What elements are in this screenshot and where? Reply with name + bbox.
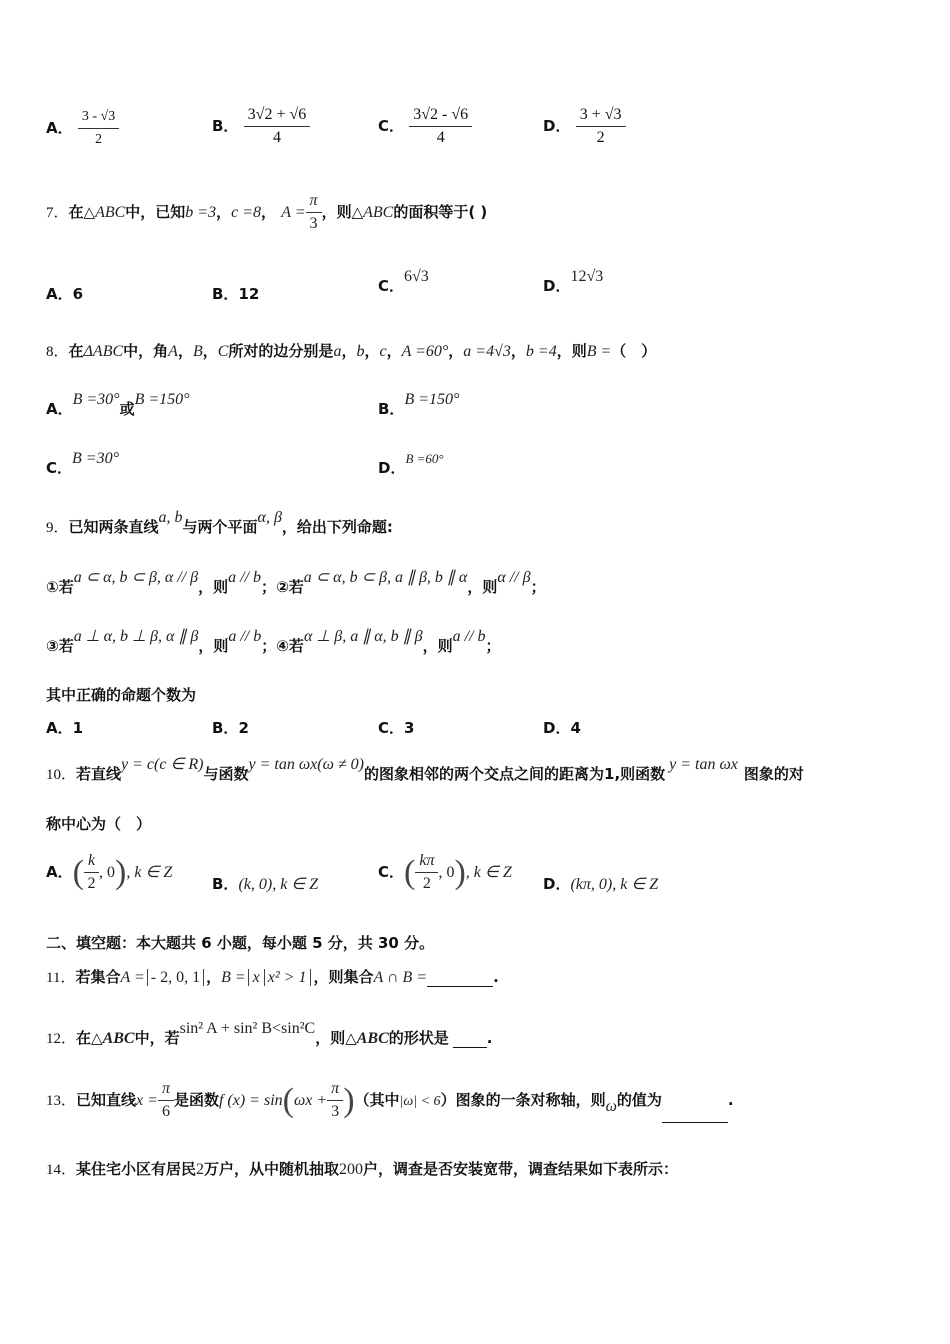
q8-side-b: b	[356, 343, 365, 360]
section-2-title: 二、填空题：本大题共 6 小题，每小题 5 分，共 30 分。	[46, 934, 435, 952]
q10-option-b-value: (k, 0), k ∈ Z	[238, 876, 319, 893]
q7-option-b[interactable]	[212, 283, 259, 304]
q8-option-a-label: A．	[46, 400, 73, 418]
q9-prop-2-mark: ②若	[276, 578, 304, 596]
q10-option-d-value: (kπ, 0), k ∈ Z	[570, 876, 659, 893]
q9-option-d-value: 4	[570, 719, 581, 737]
q9-prop-2-result: α // β	[497, 569, 531, 586]
q8-angle-c: C	[217, 343, 229, 360]
q12-text-2: 中，若	[134, 1029, 180, 1047]
q9-text-2: 与两个平面	[182, 518, 258, 536]
q9-text-3: ，给出下列命题:	[281, 518, 393, 536]
q7-text-2: 中，已知	[125, 203, 186, 221]
q7-text-3: ，则△	[321, 203, 364, 221]
q9-prop-1-mark: ①若	[46, 578, 74, 596]
q8-comma-3: ，	[341, 342, 357, 360]
q8-comma-4: ，	[364, 342, 380, 360]
q10-func-eq: y = tan ωx(ω ≠ 0)	[248, 756, 364, 773]
q9-prop-1-condition: a ⊂ α, b ⊂ β, α // β	[73, 569, 199, 586]
q10-text-2: 与函数	[203, 765, 249, 783]
q7-triangle-2: ABC	[363, 204, 394, 221]
q11-text-2: ，则集合	[313, 968, 374, 986]
q11-comma: ，	[206, 968, 222, 986]
q10-text-3: 的图象相邻的两个交点之间的距离为1,则函数	[364, 765, 666, 783]
q7-comma-2: ，	[261, 203, 277, 221]
q11-number: 11．	[46, 970, 76, 986]
q7-number: 7．	[46, 205, 69, 221]
q13-answer-blank[interactable]	[662, 1122, 728, 1123]
q11-set-b-label: B =	[221, 969, 246, 986]
q6-option-d[interactable]	[543, 104, 626, 149]
q13-left-paren: (	[282, 1081, 294, 1119]
q13-text-2: 是函数	[173, 1091, 219, 1109]
q14-stem	[46, 1158, 678, 1179]
q9-option-b[interactable]	[212, 717, 249, 738]
q10-option-c-denominator: 2	[422, 875, 431, 892]
q6-option-a-label: A．	[46, 119, 73, 137]
q8-triangle: ΔABC	[83, 343, 124, 360]
q8-option-a-value-1: B =30°	[72, 391, 120, 408]
q9-prop-1-result: a // b	[228, 569, 262, 586]
q7-option-b-label: B．	[212, 285, 239, 303]
q7-option-c[interactable]	[378, 268, 429, 296]
q8-side-b-value: b =4	[525, 343, 557, 360]
q10-option-c-label: C．	[378, 863, 405, 881]
q8-side-a: a	[333, 343, 342, 360]
q10-option-d[interactable]	[543, 873, 658, 894]
q7-stem	[46, 190, 487, 235]
q9-prop-1-then: ，则	[198, 578, 229, 596]
q10-line-eq: y = c(c ∈ R)	[121, 756, 204, 773]
q13-x-eq: x =	[136, 1092, 158, 1109]
q8-a-value: A =60°	[401, 343, 449, 360]
q9-prop-4-sep: ；	[485, 637, 501, 655]
q8-comma-2: ，	[202, 342, 218, 360]
q13-inner: ωx +	[293, 1092, 328, 1109]
q11-text-1: 若集合	[75, 968, 121, 986]
q7-text-4: 的面积等于( )	[393, 203, 488, 221]
q8-option-c-value: B =30°	[72, 450, 119, 467]
q11-stem	[46, 966, 499, 987]
q8-angle-b: B	[192, 343, 203, 360]
q6-option-b[interactable]	[212, 104, 310, 149]
q10-option-b-label: B．	[212, 875, 239, 893]
q9-prop-1-sep: ；	[261, 578, 277, 596]
q9-prop-4-then: ，则	[422, 637, 453, 655]
q10-option-a-set: , k ∈ Z	[126, 864, 173, 881]
q13-right-paren: )	[343, 1081, 355, 1119]
q10-option-d-label: D．	[543, 875, 571, 893]
q11-set-a: - 2, 0, 1	[147, 969, 204, 986]
q13-x-denominator: 6	[161, 1103, 170, 1120]
q9-ask: 其中正确的命题个数为	[46, 686, 197, 704]
q8-option-b-label: B．	[378, 400, 405, 418]
q8-text-3: 所对的边分别是	[228, 342, 334, 360]
q11-set-a-label: A =	[120, 969, 145, 986]
q10-option-a-label: A．	[46, 863, 73, 881]
q8-side-a-value: a =4√3	[463, 343, 511, 360]
q9-prop-3-result: a // b	[228, 628, 262, 645]
q13-x-numerator: π	[158, 1078, 174, 1101]
q11-set-b	[248, 969, 312, 986]
q8-stem	[46, 340, 656, 361]
q8-number: 8．	[46, 344, 69, 360]
q9-prop-3-condition: a ⊥ α, b ⊥ β, α ∥ β	[73, 628, 199, 645]
q8-comma-6: ，	[448, 342, 464, 360]
q13-inner-numerator: π	[327, 1078, 343, 1101]
q9-lines: a, b	[158, 509, 183, 526]
q10-number: 10．	[46, 767, 77, 783]
q6-option-c[interactable]	[378, 104, 472, 149]
q10-option-a-tail: , 0	[99, 864, 116, 881]
q8-option-b[interactable]	[378, 391, 460, 419]
q9-option-b-label: B．	[212, 719, 239, 737]
q8-option-d-label: D．	[378, 459, 406, 477]
q12-condition: sin² A + sin² B<sin²C	[179, 1020, 316, 1037]
q12-triangle-2: ABC	[356, 1030, 389, 1047]
q10-stem	[46, 756, 804, 784]
q8-text-4: ，则	[556, 342, 587, 360]
q9-planes: α, β	[257, 509, 282, 526]
q7-angle-denominator: 3	[309, 215, 318, 232]
q10-text-1: 若直线	[76, 765, 122, 783]
q7-option-b-value: 12	[238, 285, 260, 303]
q7-c-value: c =8	[231, 204, 262, 221]
q9-option-a-label: A．	[46, 719, 73, 737]
q14-number: 14．	[46, 1162, 77, 1178]
q6-option-a[interactable]	[46, 106, 119, 151]
q13-text-3: （其中	[354, 1091, 400, 1109]
q10-func-eq-2: y = tan ωx	[669, 756, 738, 773]
q11-end: .	[493, 968, 499, 986]
q10-option-c-fraction	[415, 850, 438, 895]
q7-angle-a: A =	[281, 204, 306, 221]
q9-props-1-2	[46, 569, 546, 597]
q14-households-total: 2	[196, 1161, 205, 1178]
q6-option-d-denominator: 2	[596, 129, 605, 146]
q12-text-1: 在△	[76, 1029, 103, 1047]
q7-option-d-value: 12√3	[570, 268, 604, 285]
q6-option-a-fraction	[78, 106, 119, 151]
q10-option-a-fraction	[84, 850, 99, 895]
q12-text-3: ，则△	[315, 1029, 357, 1047]
q13-inner-fraction	[327, 1078, 343, 1123]
q9-prop-3-sep: ；	[261, 637, 277, 655]
q10-option-a-numerator: k	[84, 850, 99, 873]
q9-number: 9．	[46, 520, 69, 536]
q9-option-a[interactable]	[46, 717, 83, 738]
q9-prop-4-mark: ④若	[276, 637, 304, 655]
q8-text-1: 在	[68, 342, 84, 360]
q7-comma-1: ，	[216, 203, 232, 221]
q14-text-2: 万户，从中随机抽取	[204, 1160, 340, 1178]
q13-function: f (x) = sin	[218, 1092, 283, 1109]
q12-end: .	[486, 1029, 493, 1047]
q13-end: .	[727, 1091, 734, 1109]
q9-option-c[interactable]	[378, 717, 414, 738]
q13-text-5: 的值为	[616, 1091, 662, 1109]
q8-option-c[interactable]	[46, 450, 119, 478]
q9-option-b-value: 2	[238, 719, 249, 737]
q8-option-b-value: B =150°	[404, 391, 460, 408]
q9-option-c-label: C．	[378, 719, 405, 737]
q7-b-value: b =3	[185, 204, 217, 221]
q8-b-ask: B =	[586, 343, 612, 360]
q10-option-b[interactable]	[212, 873, 318, 894]
q8-comma-7: ，	[510, 342, 526, 360]
q6-option-c-label: C．	[378, 117, 405, 135]
q13-text-1: 已知直线	[76, 1091, 137, 1109]
q7-option-d-label: D．	[543, 277, 571, 295]
q9-prop-3-then: ，则	[198, 637, 229, 655]
q6-option-b-denominator: 4	[272, 129, 281, 146]
q8-text-5: （ ）	[611, 342, 657, 360]
q8-option-d[interactable]	[378, 451, 444, 478]
q6-option-c-numerator: 3√2 - √6	[409, 104, 472, 127]
q10-option-c-numerator: kπ	[415, 850, 438, 873]
q10-option-a-denominator: 2	[87, 875, 96, 892]
q9-prop-4-condition: α ⊥ β, a ∥ α, b ∥ β	[303, 628, 423, 645]
q12-text-4: 的形状是	[388, 1029, 449, 1047]
q10-option-a-left-paren: (	[72, 853, 84, 891]
q7-option-c-value: 6√3	[404, 268, 429, 285]
q8-side-c: c	[379, 343, 387, 360]
q10-option-c-left-paren: (	[404, 853, 416, 891]
q13-text-4: ）图象的一条对称轴，则	[440, 1091, 606, 1109]
q10-option-c-right-paren: )	[454, 853, 466, 891]
q7-option-c-label: C．	[378, 277, 405, 295]
q9-option-d[interactable]	[543, 717, 581, 738]
q8-option-a[interactable]	[46, 391, 190, 419]
q6-option-c-fraction	[409, 104, 472, 149]
q7-option-a-value: 6	[72, 285, 84, 303]
q11-set-b-var: x	[252, 969, 260, 986]
q6-option-a-denominator: 2	[95, 132, 103, 147]
q13-stem	[46, 1078, 734, 1123]
q14-sample-size: 200	[339, 1161, 364, 1178]
q9-text-1: 已知两条直线	[68, 518, 159, 536]
q7-option-a-label: A．	[46, 285, 73, 303]
q8-angle-a: A	[168, 343, 178, 360]
q9-prop-3-mark: ③若	[46, 637, 74, 655]
q9-props-3-4	[46, 628, 501, 656]
q6-option-b-label: B．	[212, 117, 239, 135]
q9-prop-2-then: ，则	[467, 578, 498, 596]
q11-intersection: A ∩ B =	[373, 969, 428, 986]
q6-option-d-label: D．	[543, 117, 571, 135]
q9-stem	[46, 509, 393, 537]
q6-option-c-denominator: 4	[436, 129, 445, 146]
q8-option-c-label: C．	[46, 459, 73, 477]
q6-option-d-fraction	[576, 104, 626, 149]
q13-omega: ω	[605, 1098, 617, 1115]
q7-angle-numerator: π	[306, 190, 322, 213]
q8-option-d-value: B =60°	[405, 451, 444, 466]
q8-text-2: 中，角	[123, 342, 169, 360]
q10-option-c-tail: , 0	[438, 864, 455, 881]
q8-comma-5: ，	[386, 342, 402, 360]
q10-text-4: 图象的对	[743, 765, 804, 783]
q7-triangle: ABC	[95, 204, 126, 221]
q11-set-b-cond: x² > 1	[264, 969, 307, 986]
q6-option-b-numerator: 3√2 + √6	[244, 104, 311, 127]
q9-option-a-value: 1	[72, 719, 84, 737]
q12-triangle: ABC	[102, 1030, 135, 1047]
q13-number: 13．	[46, 1093, 77, 1109]
q8-option-a-or: 或	[119, 400, 135, 418]
q12-number: 12．	[46, 1031, 77, 1047]
q9-prop-2-condition: a ⊂ α, b ⊂ β, a ∥ β, b ∥ α	[303, 569, 468, 586]
q8-option-a-value-2: B =150°	[134, 391, 190, 408]
q9-prop-4-result: a // b	[452, 628, 486, 645]
q8-comma-1: ，	[177, 342, 193, 360]
q10-option-c[interactable]	[378, 850, 512, 895]
q6-option-a-numerator: 3 - √3	[78, 106, 119, 129]
q9-option-d-label: D．	[543, 719, 571, 737]
q12-stem	[46, 1020, 493, 1048]
q11-answer-blank[interactable]	[427, 986, 493, 987]
q14-text-3: 户，调查是否安装宽带，调查结果如下表所示：	[363, 1160, 679, 1178]
q10-option-a-right-paren: )	[115, 853, 127, 891]
q9-option-c-value: 3	[404, 719, 415, 737]
q13-inner-denominator: 3	[331, 1103, 340, 1120]
q10-option-a[interactable]	[46, 850, 172, 895]
q13-omega-condition: |ω| < 6	[399, 1094, 441, 1109]
q9-prop-2-sep: ；	[530, 578, 546, 596]
q7-text-1: 在△	[68, 203, 96, 221]
q12-answer-blank[interactable]	[453, 1047, 487, 1048]
q10-option-c-set: , k ∈ Z	[465, 864, 512, 881]
q13-x-fraction	[158, 1078, 174, 1123]
q7-angle-fraction	[306, 190, 322, 235]
q6-option-b-fraction	[244, 104, 311, 149]
q7-option-d[interactable]	[543, 268, 604, 296]
q7-option-a[interactable]	[46, 283, 83, 304]
q6-option-d-numerator: 3 + √3	[576, 104, 626, 127]
q10-stem-2: 称中心为（ ）	[46, 815, 152, 833]
q14-text-1: 某住宅小区有居民	[76, 1160, 197, 1178]
